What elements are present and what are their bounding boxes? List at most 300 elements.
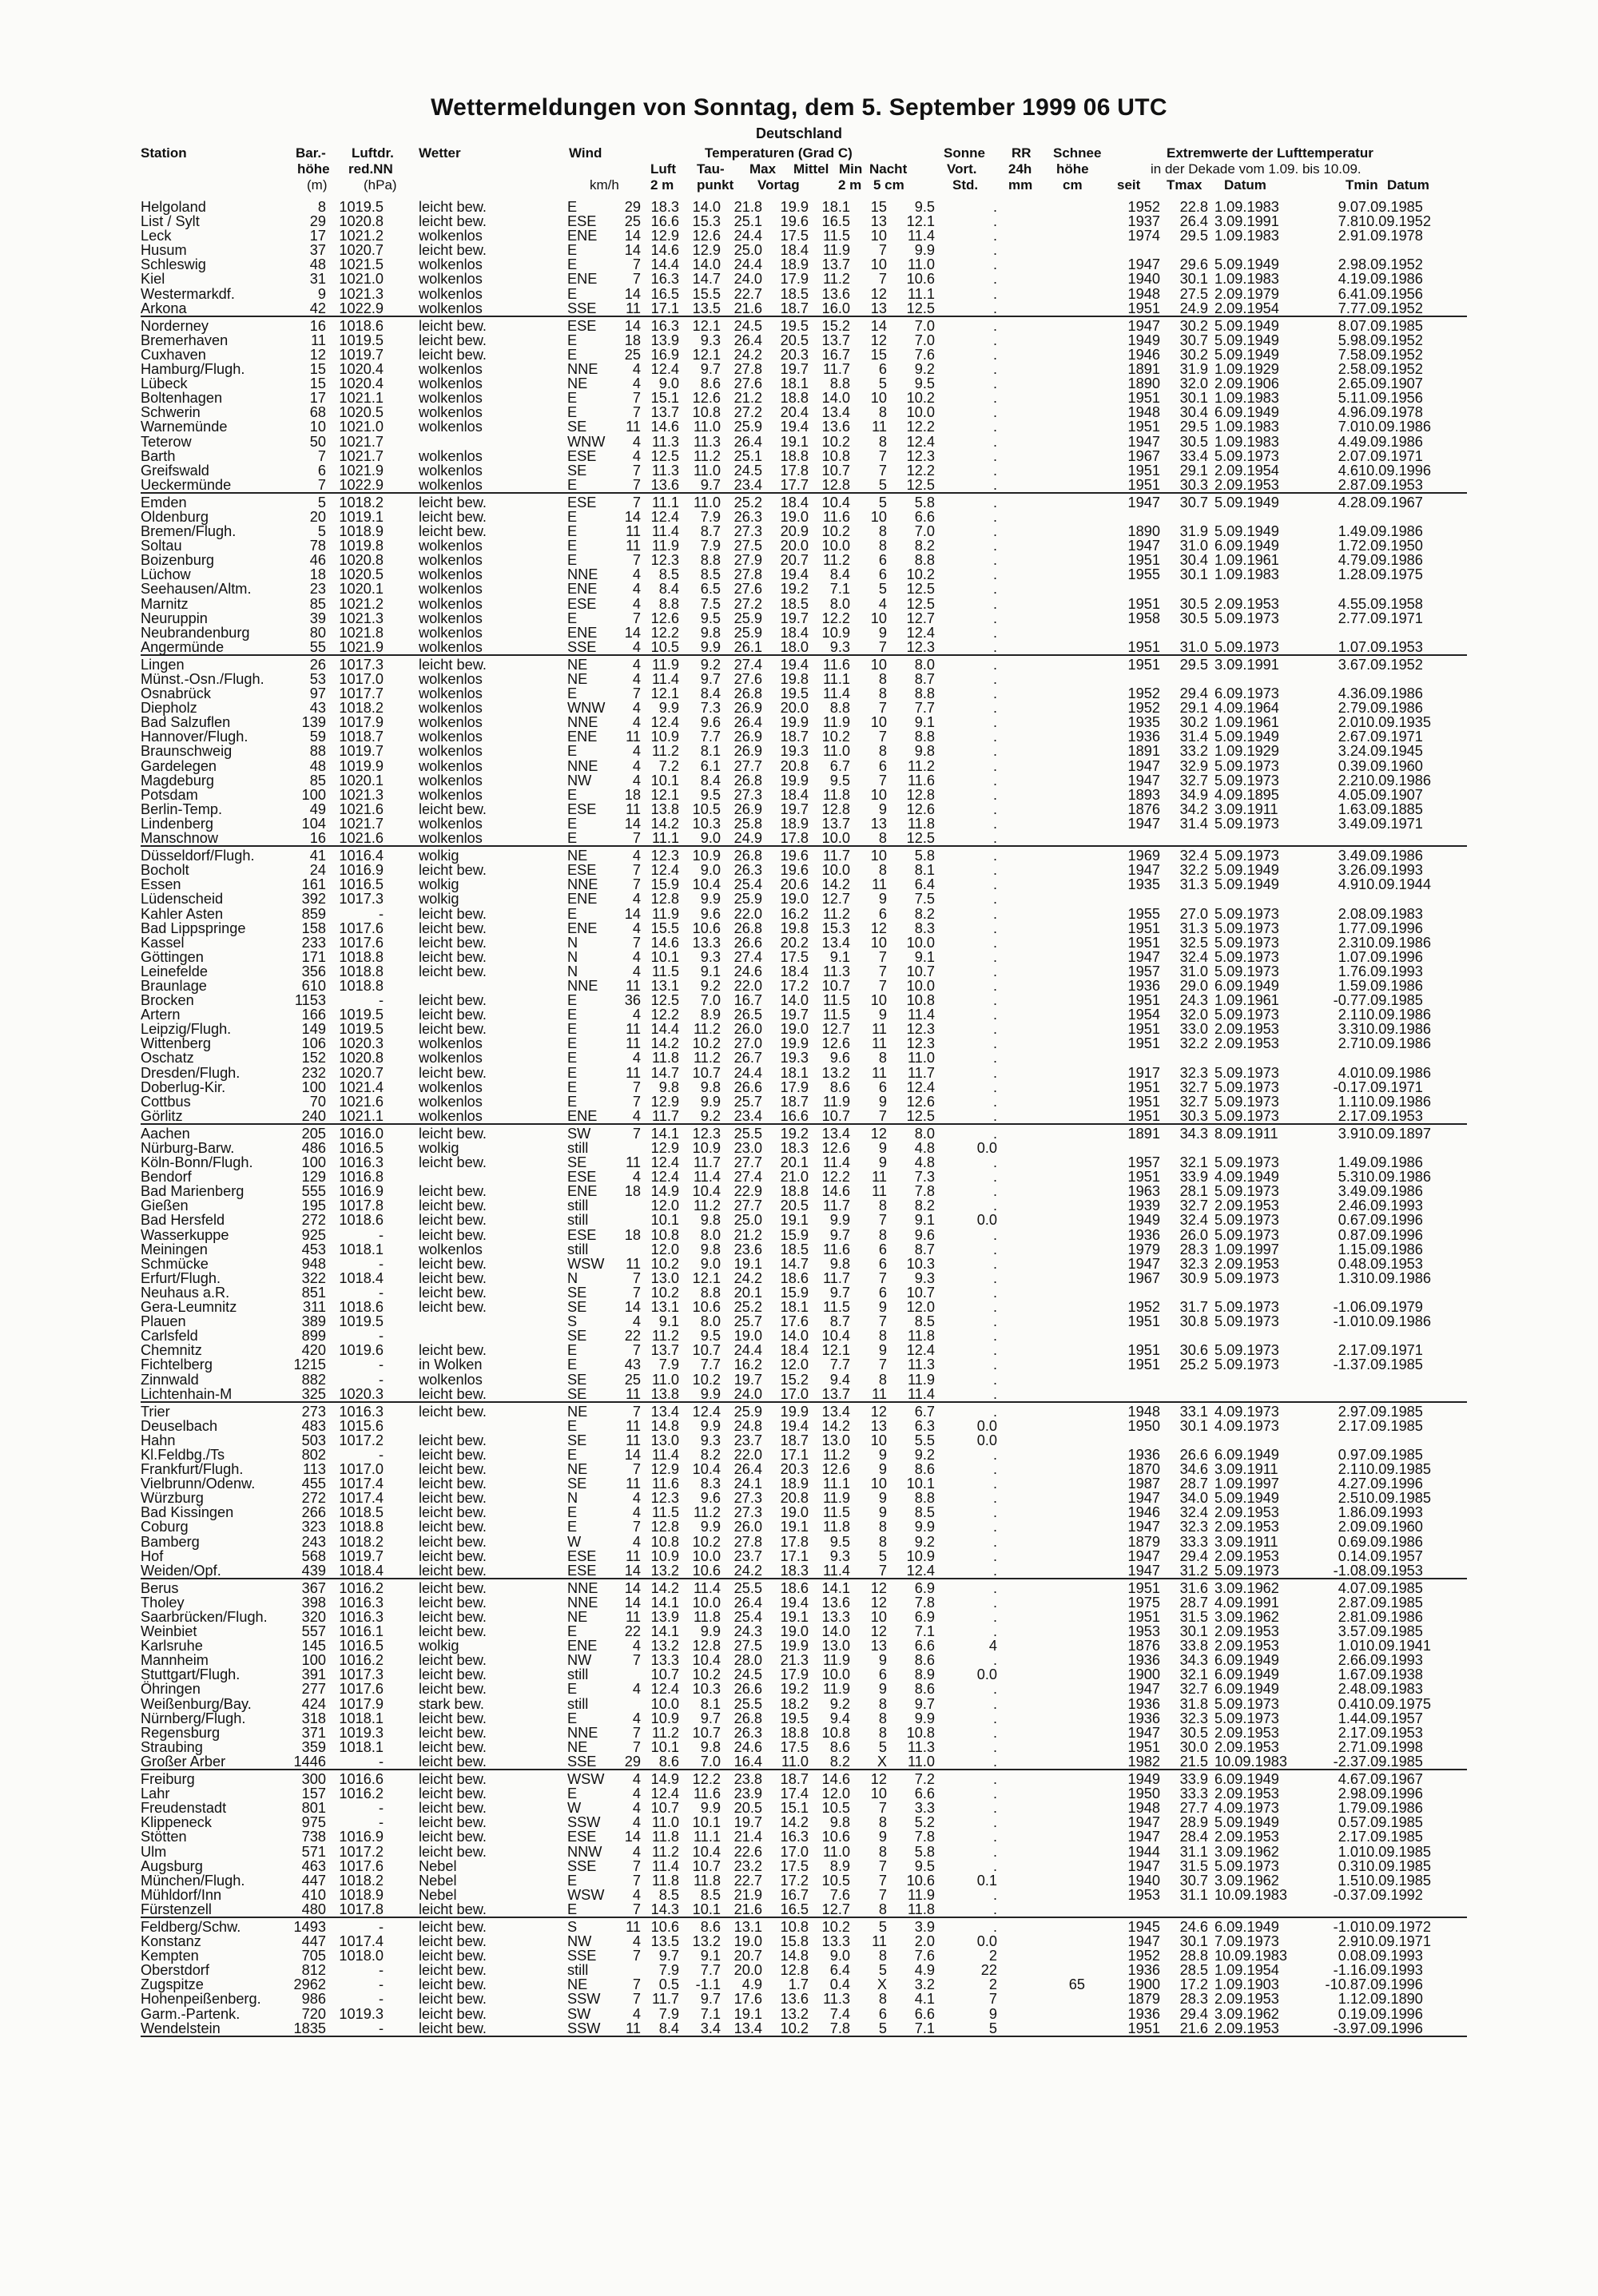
station-name: Bendorf: [141, 1169, 192, 1186]
extreme-tmin: -0.7: [1333, 992, 1358, 1009]
temp-min: 13.6: [821, 1594, 850, 1611]
extreme-tmax-date: 5.09.1973: [1214, 1154, 1279, 1171]
dew-point: 9.7: [700, 671, 721, 687]
extreme-since: 1953: [1127, 1886, 1160, 1903]
pressure-nn: 1019.9: [339, 757, 384, 774]
temp-air: 13.1: [650, 1299, 679, 1316]
extreme-tmin-date: 9.09.1986: [1358, 271, 1423, 288]
dew-point: 7.5: [700, 595, 721, 612]
wind-speed: 14: [624, 624, 641, 641]
sunshine: 7.0: [914, 332, 935, 348]
temp-min: 13.2: [821, 1064, 850, 1081]
precipitation: .: [992, 638, 997, 655]
temp-mean: 19.5: [780, 317, 809, 334]
temp-air: 14.6: [650, 419, 679, 435]
wind-direction: SSE: [567, 638, 597, 655]
extreme-since: 1893: [1127, 786, 1160, 803]
temp-mean: 19.7: [780, 610, 809, 626]
wind-direction: SSW: [567, 1814, 601, 1831]
temp-min: 11.2: [822, 552, 850, 569]
barometer-height: 8: [317, 199, 326, 215]
temp-night: 11: [872, 1385, 887, 1402]
extreme-since: 1940: [1127, 271, 1160, 288]
extreme-tmax: 32.1: [1179, 1666, 1208, 1683]
extreme-tmin: 2.4: [1338, 1198, 1358, 1214]
wind-direction: NE: [567, 848, 588, 864]
weather: leicht bew.: [419, 920, 487, 936]
extreme-tmax: 32.4: [1179, 1212, 1208, 1229]
temp-night: 5: [878, 1738, 887, 1755]
extreme-tmax-date: 10.09.1983: [1214, 1948, 1288, 1964]
temp-max: 26.8: [733, 772, 762, 789]
temp-air: 11.4: [651, 1446, 679, 1463]
table-row: [141, 1682, 1467, 1696]
precipitation: .: [992, 1284, 997, 1301]
temp-min: 10.5: [821, 1872, 850, 1889]
extreme-tmin-date: 7.09.1971: [1358, 1078, 1423, 1095]
temp-air: 10.9: [650, 729, 679, 745]
precipitation: .: [992, 934, 997, 951]
temp-max: 23.4: [733, 1107, 762, 1124]
weather: leicht bew.: [419, 1269, 487, 1286]
temp-air: 13.4: [650, 1403, 679, 1420]
extreme-since: 1947: [1127, 1857, 1160, 1874]
header-bar-hoehe-2: höhe: [297, 161, 330, 177]
temp-min: 18.1: [821, 199, 850, 215]
table-row: [141, 524, 1467, 538]
extreme-tmin-date: 7.09.1996: [1358, 1476, 1423, 1492]
station-name: Berlin-Temp.: [141, 800, 223, 817]
extreme-tmin: 1.1: [1338, 1093, 1358, 1110]
wind-direction: E: [567, 390, 578, 407]
temp-air: 11.0: [651, 1814, 679, 1831]
extreme-tmin: 2.7: [1338, 1035, 1358, 1052]
temp-min: 0.4: [829, 1976, 850, 1993]
station-name: Trier: [141, 1403, 170, 1420]
pressure-nn: 1017.9: [339, 1695, 384, 1712]
precipitation: .: [992, 1299, 997, 1316]
pressure-nn: 1016.1: [339, 1623, 384, 1640]
temp-night: 8: [878, 1226, 887, 1243]
wind-direction: N: [567, 1490, 578, 1507]
extreme-tmax-date: 1.09.1983: [1214, 390, 1279, 407]
station-name: Kl.Feldbg./Ts: [141, 1446, 225, 1463]
temp-night: 8: [878, 1948, 887, 1964]
extreme-tmin-date: 5.09.1907: [1358, 786, 1423, 803]
extreme-tmin: 2.0: [1338, 1519, 1358, 1535]
temp-min: 13.6: [821, 285, 850, 302]
wind-speed: 7: [632, 462, 641, 479]
temp-air: 11.9: [651, 905, 679, 922]
temp-max: 19.1: [733, 1255, 762, 1272]
temp-mean: 19.1: [780, 1609, 809, 1625]
dew-point: 11.0: [693, 419, 721, 435]
sunshine: 5.8: [914, 848, 935, 864]
header-luftdr-2: red.NN: [348, 161, 393, 177]
barometer-height: 447: [301, 1872, 326, 1889]
pressure-nn: -: [378, 1255, 384, 1272]
temp-min: 10.2: [821, 729, 850, 745]
temp-max: 16.7: [733, 992, 762, 1009]
temp-min: 11.7: [822, 1198, 850, 1214]
sunshine: 8.0: [914, 656, 935, 673]
extreme-tmin-date: 6.09.1993: [1358, 1652, 1423, 1669]
extreme-tmin-date: 7.09.1971: [1358, 1342, 1423, 1359]
table-row: [141, 1992, 1467, 2006]
temp-max: 21.4: [733, 1829, 762, 1845]
barometer-height: 48: [309, 757, 326, 774]
weather: leicht bew.: [419, 523, 487, 540]
wind-direction: S: [567, 1918, 578, 1935]
sunshine: 8.3: [914, 920, 935, 936]
temp-mean: 17.2: [780, 1872, 809, 1889]
extreme-tmin-date: 7.09.1953: [1358, 1724, 1423, 1741]
temp-min: 11.2: [822, 271, 850, 288]
extreme-tmin-date: 9.09.1996: [1358, 2005, 1423, 2022]
extreme-tmin: 7.7: [1338, 300, 1358, 316]
extreme-tmin: 0.3: [1338, 1857, 1358, 1874]
temp-mean: 18.5: [780, 595, 809, 612]
extreme-tmax-date: 5.09.1949: [1214, 1490, 1279, 1507]
wind-direction: SE: [567, 1432, 587, 1448]
pressure-nn: 1018.2: [339, 1533, 384, 1550]
temp-air: 11.7: [651, 1991, 679, 2008]
table-row: [141, 1387, 1467, 1401]
extreme-tmin: -1.0: [1333, 1562, 1358, 1579]
extreme-tmax-date: 6.09.1949: [1214, 1771, 1279, 1788]
pressure-nn: 1016.9: [339, 1829, 384, 1845]
temp-min: 8.2: [829, 1753, 850, 1770]
temp-max: 22.0: [733, 977, 762, 994]
temp-air: 11.5: [651, 1504, 679, 1521]
temp-night: 11: [872, 1169, 887, 1186]
extreme-tmax-date: 5.09.1973: [1214, 934, 1279, 951]
dew-point: 14.7: [692, 271, 721, 288]
temp-max: 26.6: [733, 1681, 762, 1698]
temp-min: 9.1: [829, 948, 850, 965]
pressure-nn: 1019.1: [339, 508, 384, 525]
wind-direction: W: [567, 1800, 582, 1817]
table-row: [141, 773, 1467, 788]
temp-min: 11.3: [822, 963, 850, 979]
extreme-tmin: 1.7: [1338, 963, 1358, 979]
temp-air: 11.4: [651, 671, 679, 687]
extreme-tmax: 30.2: [1179, 317, 1208, 334]
sunshine: 11.1: [907, 285, 935, 302]
temp-mean: 17.5: [780, 228, 809, 244]
weather: leicht bew.: [419, 199, 487, 215]
extreme-tmin-date: 5.09.1958: [1358, 595, 1423, 612]
temp-mean: 18.8: [780, 1724, 809, 1741]
extreme-tmax-date: 2.09.1953: [1214, 1035, 1279, 1052]
temp-max: 25.7: [733, 1313, 762, 1330]
extreme-tmin: 2.3: [1338, 934, 1358, 951]
extreme-tmin-date: 7.09.1971: [1358, 729, 1423, 745]
precipitation: .: [992, 1035, 997, 1052]
temp-min: 9.5: [829, 1533, 850, 1550]
extreme-tmax-date: 2.09.1953: [1214, 2020, 1279, 2036]
temp-min: 9.4: [829, 1371, 850, 1388]
extreme-since: 1936: [1127, 1710, 1160, 1726]
wind-direction: ESE: [567, 862, 597, 879]
precipitation: .: [992, 700, 997, 717]
temp-night: 10: [870, 1609, 887, 1625]
extreme-since: 1949: [1127, 1771, 1160, 1788]
sunshine: 6.9: [914, 1609, 935, 1625]
header-station: Station: [141, 145, 187, 161]
temp-max: 27.5: [733, 538, 762, 554]
header-tmax: Tmax: [1167, 177, 1202, 193]
sunshine: 11.4: [907, 1007, 935, 1023]
station-name: Manschnow: [141, 830, 219, 847]
temp-max: 24.8: [733, 1417, 762, 1434]
precipitation: .: [992, 815, 997, 832]
pressure-nn: 1021.9: [339, 638, 384, 655]
extreme-tmax-date: 10.09.1983: [1214, 1753, 1288, 1770]
temp-max: 24.6: [733, 1738, 762, 1755]
temp-max: 19.0: [733, 1328, 762, 1345]
wind-direction: E: [567, 1342, 578, 1359]
dew-point: 11.0: [693, 494, 721, 510]
extreme-tmax-date: 5.09.1973: [1214, 905, 1279, 922]
wind-direction: SE: [567, 1385, 587, 1402]
table-row: [141, 1977, 1467, 1992]
dew-point: 9.7: [700, 1710, 721, 1726]
barometer-height: 273: [301, 1403, 326, 1420]
dew-point: 9.8: [700, 624, 721, 641]
pressure-nn: -: [378, 1918, 384, 1935]
wind-speed: 7: [632, 1461, 641, 1478]
table-row: [141, 1198, 1467, 1213]
temp-air: 12.4: [650, 714, 679, 731]
precipitation: .: [992, 610, 997, 626]
temp-max: 25.9: [733, 891, 762, 908]
extreme-tmin: 1.5: [1338, 1872, 1358, 1889]
extreme-tmin-date: 8.09.1993: [1358, 1948, 1423, 1964]
precipitation: .: [992, 1125, 997, 1142]
temp-mean: 19.6: [780, 213, 809, 230]
station-name: Weißenburg/Bay.: [141, 1695, 252, 1712]
wind-speed: 4: [632, 1771, 641, 1788]
sunshine: 12.4: [906, 624, 935, 641]
dew-point: 11.1: [693, 1829, 721, 1845]
extreme-tmin-date: 1.09.1956: [1358, 390, 1423, 407]
temp-min: 14.6: [821, 1183, 850, 1200]
extreme-since: 1967: [1127, 1269, 1160, 1286]
temp-min: 11.1: [822, 671, 850, 687]
temp-min: 13.4: [821, 934, 850, 951]
extreme-tmax-date: 1.09.1983: [1214, 433, 1279, 450]
temp-mean: 18.5: [780, 1241, 809, 1257]
extreme-since: 1951: [1127, 1078, 1160, 1095]
temp-air: 11.9: [651, 656, 679, 673]
station-name: Kempten: [141, 1948, 199, 1964]
weather: wolkenlos: [419, 815, 483, 832]
station-name: Mühldorf/Inn: [141, 1886, 222, 1903]
extreme-tmax-date: 7.09.1973: [1214, 1933, 1279, 1950]
temp-mean: 19.7: [780, 1007, 809, 1023]
station-name: Chemnitz: [141, 1342, 202, 1359]
table-row: [141, 1462, 1467, 1476]
wind-direction: E: [567, 523, 578, 540]
extreme-tmin: 2.0: [1338, 714, 1358, 731]
extreme-tmax: 31.0: [1179, 638, 1208, 655]
weather: leicht bew.: [419, 1786, 487, 1802]
extreme-tmax: 30.4: [1179, 404, 1208, 421]
extreme-tmax: 30.1: [1179, 566, 1208, 583]
temp-mean: 17.8: [780, 462, 809, 479]
wind-speed: 4: [632, 1050, 641, 1067]
extreme-tmax-date: 3.09.1911: [1214, 1533, 1278, 1550]
barometer-height: 55: [309, 638, 326, 655]
precipitation: .: [992, 1800, 997, 1817]
sunshine: 7.6: [914, 346, 935, 363]
extreme-tmin-date: 9.09.1986: [1358, 1533, 1423, 1550]
extreme-tmin: 1.8: [1338, 1504, 1358, 1521]
temp-max: 27.5: [733, 1638, 762, 1654]
extreme-tmax-date: 6.09.1949: [1214, 538, 1279, 554]
temp-mean: 18.7: [780, 1771, 809, 1788]
weather: wolkenlos: [419, 462, 483, 479]
sunshine: 12.3: [906, 1021, 935, 1038]
weather: leicht bew.: [419, 494, 487, 510]
extreme-tmax: 28.7: [1179, 1594, 1208, 1611]
temp-min: 12.7: [821, 891, 850, 908]
sunshine: 9.2: [914, 1533, 935, 1550]
temp-night: 8: [878, 404, 887, 421]
temp-night: 9: [878, 624, 887, 641]
barometer-height: 53: [309, 671, 326, 687]
wind-speed: 14: [624, 508, 641, 525]
barometer-height: 420: [301, 1342, 326, 1359]
sunshine: 11.7: [907, 1064, 935, 1081]
temp-air: 7.9: [658, 1962, 679, 1979]
temp-min: 8.8: [829, 375, 850, 392]
station-name: Köln-Bonn/Flugh.: [141, 1154, 253, 1171]
extreme-tmax-date: 2.09.1953: [1214, 476, 1279, 493]
extreme-since: 1951: [1127, 300, 1160, 316]
barometer-height: 129: [301, 1169, 326, 1186]
extreme-tmin-date: 9.09.1986: [1358, 977, 1423, 994]
temp-air: 11.4: [651, 1857, 679, 1874]
extreme-tmin: 1.0: [1338, 948, 1358, 965]
temp-night: 8: [878, 1519, 887, 1535]
weather: leicht bew.: [419, 317, 487, 334]
header-luftdr-3: (hPa): [364, 177, 397, 193]
station-name: Helgoland: [141, 199, 206, 215]
station-name: Vielbrunn/Odenw.: [141, 1476, 256, 1492]
extreme-tmin: 2.9: [1338, 1786, 1358, 1802]
extreme-tmax-date: 2.09.1953: [1214, 1738, 1279, 1755]
pressure-nn: -: [378, 1991, 384, 2008]
extreme-tmin: 1.7: [1338, 920, 1358, 936]
precipitation: 0.0: [976, 1417, 997, 1434]
sunshine: 12.4: [906, 1562, 935, 1579]
pressure-nn: 1019.5: [339, 1313, 384, 1330]
station-name: Gera-Leumnitz: [141, 1299, 237, 1316]
pressure-nn: 1022.9: [339, 476, 384, 493]
temp-air: 12.4: [650, 862, 679, 879]
table-row: [141, 1726, 1467, 1740]
temp-min: 9.4: [829, 1710, 850, 1726]
sunshine: 7.3: [914, 1169, 935, 1186]
wind-direction: E: [567, 285, 578, 302]
extreme-tmax: 31.1: [1179, 1843, 1208, 1860]
temp-night: 9: [878, 1342, 887, 1359]
header-rr-2: 24h: [1008, 161, 1032, 177]
wind-speed: 7: [632, 1403, 641, 1420]
extreme-tmin: -2.3: [1333, 1753, 1358, 1770]
pressure-nn: 1018.8: [339, 977, 384, 994]
station-name: Freiburg: [141, 1771, 195, 1788]
station-name: Görlitz: [141, 1107, 183, 1124]
wind-speed: 22: [624, 1623, 641, 1640]
table-row: [141, 1535, 1467, 1549]
dew-point: 14.0: [692, 199, 721, 215]
dew-point: 8.9: [700, 1007, 721, 1023]
barometer-height: 801: [301, 1800, 326, 1817]
pressure-nn: 1018.8: [339, 963, 384, 979]
temp-air: 12.3: [650, 1490, 679, 1507]
table-row: [141, 553, 1467, 567]
extreme-tmin: 0.0: [1338, 1948, 1358, 1964]
sunshine: 8.2: [914, 1198, 935, 1214]
extreme-tmax-date: 3.09.1962: [1214, 1872, 1279, 1889]
header-bar-hoehe-3: (m): [307, 177, 328, 193]
station-group: [141, 1403, 1467, 1579]
extreme-tmax-date: 1.09.1961: [1214, 552, 1279, 569]
extreme-since: 1947: [1127, 948, 1160, 965]
dew-point: 12.1: [692, 1269, 721, 1286]
temp-night: 8: [878, 862, 887, 879]
wind-direction: ENE: [567, 891, 598, 908]
sunshine: 11.2: [907, 757, 935, 774]
pressure-nn: 1017.2: [339, 1843, 384, 1860]
sunshine: 10.7: [906, 963, 935, 979]
temp-max: 24.9: [733, 830, 762, 847]
extreme-since: 1951: [1127, 462, 1160, 479]
precipitation: .: [992, 1829, 997, 1845]
extreme-tmax: 30.0: [1179, 1738, 1208, 1755]
dew-point: 10.3: [692, 815, 721, 832]
wind-direction: N: [567, 963, 578, 979]
temp-night: 13: [870, 815, 887, 832]
temp-mean: 18.6: [780, 1269, 809, 1286]
temp-air: 13.7: [650, 404, 679, 421]
precipitation: .: [992, 256, 997, 273]
sunshine: 12.2: [906, 419, 935, 435]
temp-mean: 19.7: [780, 800, 809, 817]
station-name: Braunschweig: [141, 743, 233, 760]
wind-speed: 4: [632, 1800, 641, 1817]
wind-direction: W: [567, 1533, 582, 1550]
table-row: [141, 672, 1467, 686]
extreme-since: 1951: [1127, 552, 1160, 569]
extreme-tmin-date: 9.09.1986: [1358, 523, 1423, 540]
wind-speed: 11: [626, 2020, 641, 2036]
extreme-since: 1947: [1127, 1255, 1160, 1272]
temp-air: 12.4: [650, 361, 679, 378]
temp-mean: 17.2: [780, 977, 809, 994]
barometer-height: 318: [301, 1710, 326, 1726]
wind-direction: NE: [567, 1738, 588, 1755]
dew-point: 8.4: [700, 772, 721, 789]
temp-night: 12: [870, 332, 887, 348]
pressure-nn: 1020.8: [339, 1050, 384, 1067]
extreme-tmin-date: 9.09.1986: [1358, 1183, 1423, 1200]
precipitation: .: [992, 1093, 997, 1110]
extreme-tmin: 2.6: [1338, 729, 1358, 745]
